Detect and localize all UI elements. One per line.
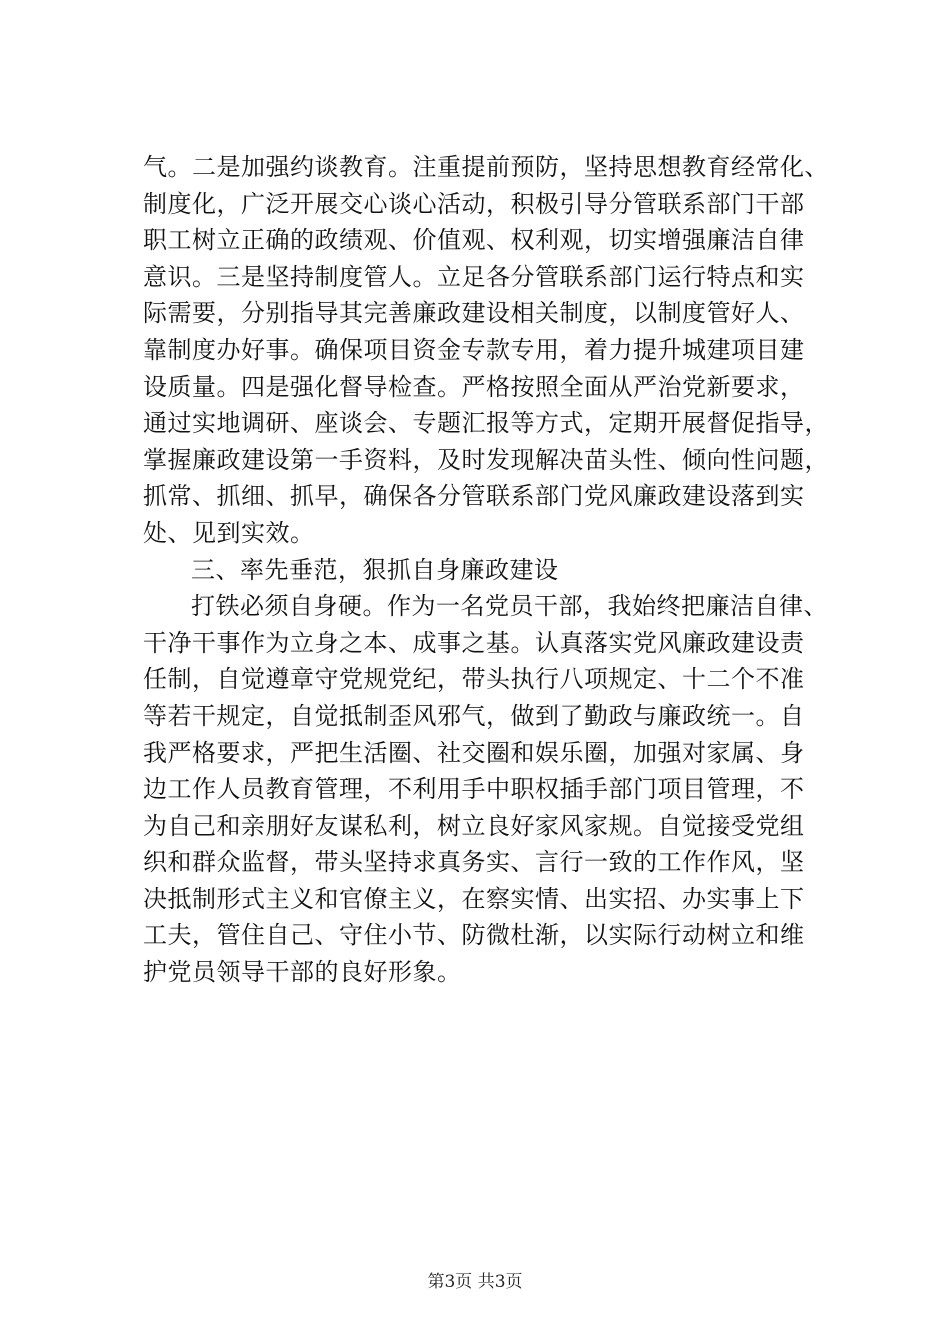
text-line: 靠制度办好事。确保项目资金专款专用，着力提升城建项目建 [143, 335, 805, 364]
text-line: 气。二是加强约谈教育。注重提前预防，坚持思想教育经常化、 [143, 153, 829, 181]
text-line: 为自己和亲朋好友谋私利，树立良好家风家规。自觉接受党组 [143, 811, 805, 840]
text-line: 干净干事作为立身之本、成事之基。认真落实党风廉政建设责 [143, 628, 805, 657]
text-line: 任制，自觉遵章守党规党纪，带头执行八项规定、十二个不准 [143, 665, 805, 694]
document-body [143, 149, 843, 991]
text-line: 决抵制形式主义和官僚主义，在察实情、出实招、办实事上下 [143, 884, 805, 913]
text-line: 职工树立正确的政绩观、价值观、权利观，切实增强廉洁自律 [143, 226, 805, 255]
text-line: 织和群众监督，带头坚持求真务实、言行一致的工作作风，坚 [143, 848, 805, 877]
text-line: 设质量。四是强化督导检查。严格按照全面从严治党新要求， [143, 372, 805, 401]
page-number-footer: 第3页 共3页 [427, 1272, 523, 1292]
text-line: 护党员领导干部的良好形象。 [143, 958, 462, 987]
text-line: 等若干规定，自觉抵制歪风邪气，做到了勤政与廉政统一。自 [143, 701, 805, 730]
section-heading: 三、率先垂范，狠抓自身廉政建设 [191, 555, 559, 584]
text-line: 制度化，广泛开展交心谈心活动，积极引导分管联系部门干部 [143, 189, 805, 218]
text-line: 抓常、抓细、抓早，确保各分管联系部门党风廉政建设落到实 [143, 482, 805, 511]
text-line: 工夫，管住自己、守住小节、防微杜渐，以实际行动树立和维 [143, 921, 805, 950]
text-line: 际需要，分别指导其完善廉政建设相关制度，以制度管好人、 [143, 299, 805, 328]
text-line: 掌握廉政建设第一手资料，及时发现解决苗头性、倾向性问题， [143, 445, 829, 474]
text-line: 边工作人员教育管理，不利用手中职权插手部门项目管理，不 [143, 775, 805, 804]
text-line: 通过实地调研、座谈会、专题汇报等方式，定期开展督促指导， [143, 409, 829, 438]
text-line: 打铁必须自身硬。作为一名党员干部，我始终把廉洁自律、 [191, 592, 828, 621]
text-line: 处、见到实效。 [143, 518, 315, 547]
text-line: 意识。三是坚持制度管人。立足各分管联系部门运行特点和实 [143, 262, 805, 291]
text-line: 我严格要求，严把生活圈、社交圈和娱乐圈，加强对家属、身 [143, 738, 805, 767]
